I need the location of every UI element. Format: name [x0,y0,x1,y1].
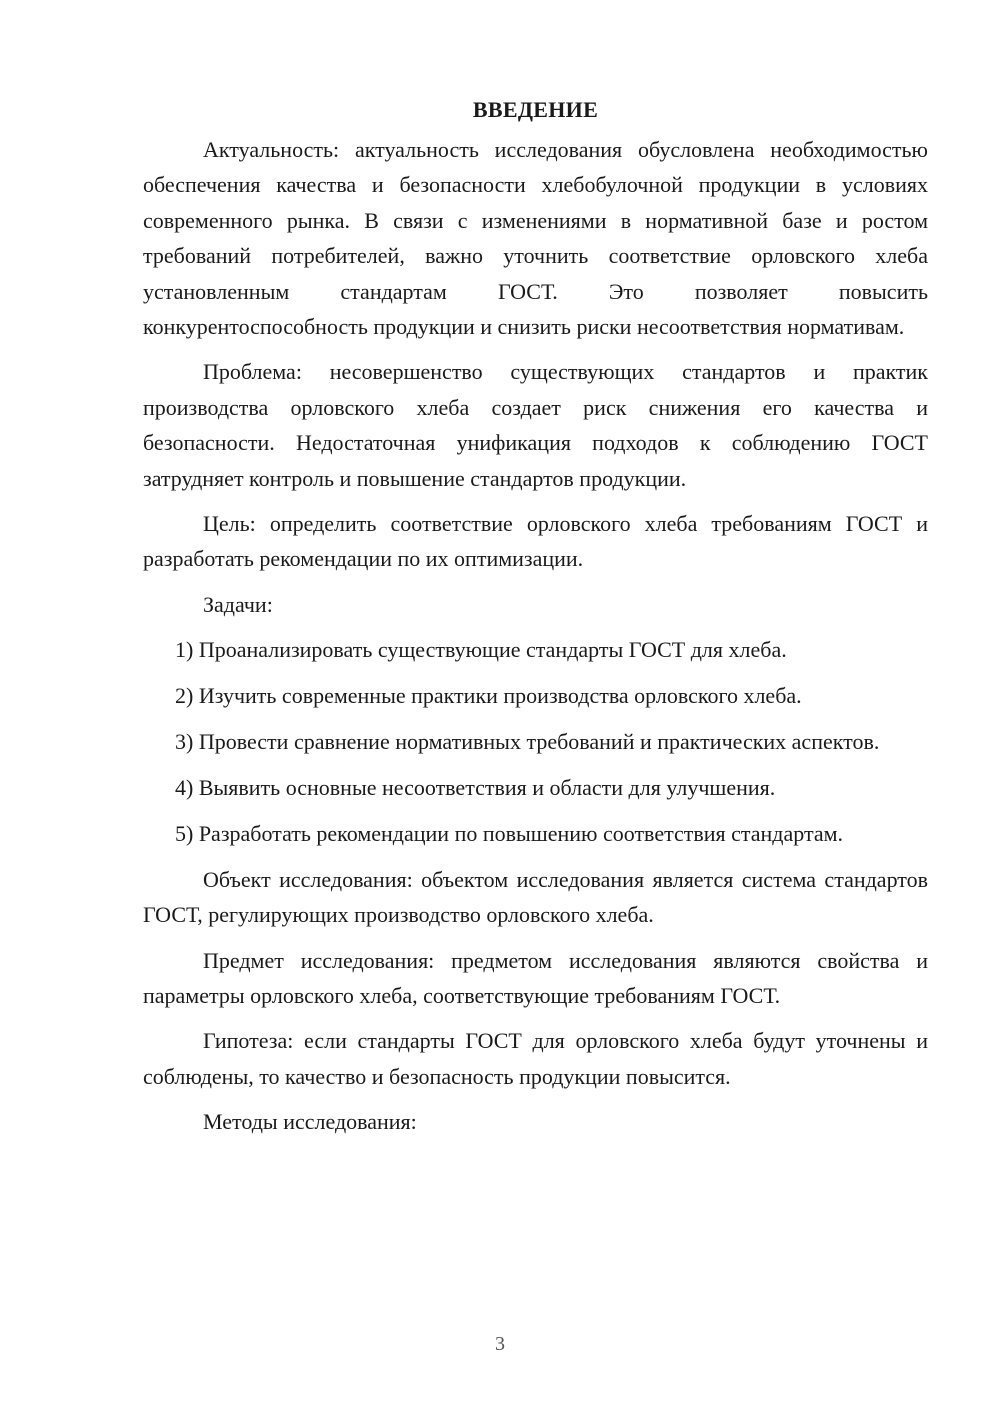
task-item-4: 4) Выявить основные несоответствия и области для улучшения. [175,775,776,800]
document-page [143,92,928,1150]
paragraph-problem: Проблема: несовершенство существующих стандартов и практик производства орловского хлеба создает риск снижения его качества и безопасности. Недостаточная унификация подходов к соблюдению ГОСТ затрудняет контроль и повышение стандартов продукции. [143,359,928,491]
task-item-3: 3) Провести сравнение нормативных требований и практических аспектов. [175,729,880,755]
paragraph-hypothesis: Гипотеза: если стандарты ГОСТ для орловского хлеба будут уточнены и соблюдены, то качество и безопасность продукции повысится. [143,1028,928,1089]
paragraph-goal: Цель: определить соответствие орловского хлеба требованиям ГОСТ и разработать рекомендации по их оптимизации. [143,511,928,572]
paragraph-subject: Предмет исследования: предметом исследования являются свойства и параметры орловского хлеба, соответствующие требованиям ГОСТ. [143,947,928,1009]
page-number: 3 [495,1333,505,1355]
task-item-2: 2) Изучить современные практики производства орловского хлеба. [175,683,802,709]
task-item-5: 5) Разработать рекомендации по повышению соответствия стандартам. [175,820,844,846]
paragraph-relevance: Актуальность: актуальность исследования обусловлена необходимостью обеспечения качества и безопасности хлебобулочной продукции в условиях современного рынка. В связи с изменениями в нормативной базе и ростом требований потребителей, важно уточнить соответствие орловского хлеба установленным стандартам ГОСТ. Это позволяет повысить конкурентоспособность продукции и снизить риски несоответствия нормативам. [143,137,928,340]
document-title: ВВЕДЕНИЕ [472,97,599,122]
methods-label: Методы исследования: [203,1109,417,1135]
paragraph-object: Объект исследования: объектом исследования является система стандартов ГОСТ, регулирующих производство орловского хлеба. [143,866,928,928]
task-item-1: 1) Проанализировать существующие стандарты ГОСТ для хлеба. [175,637,787,663]
tasks-label: Задачи: [203,591,273,617]
